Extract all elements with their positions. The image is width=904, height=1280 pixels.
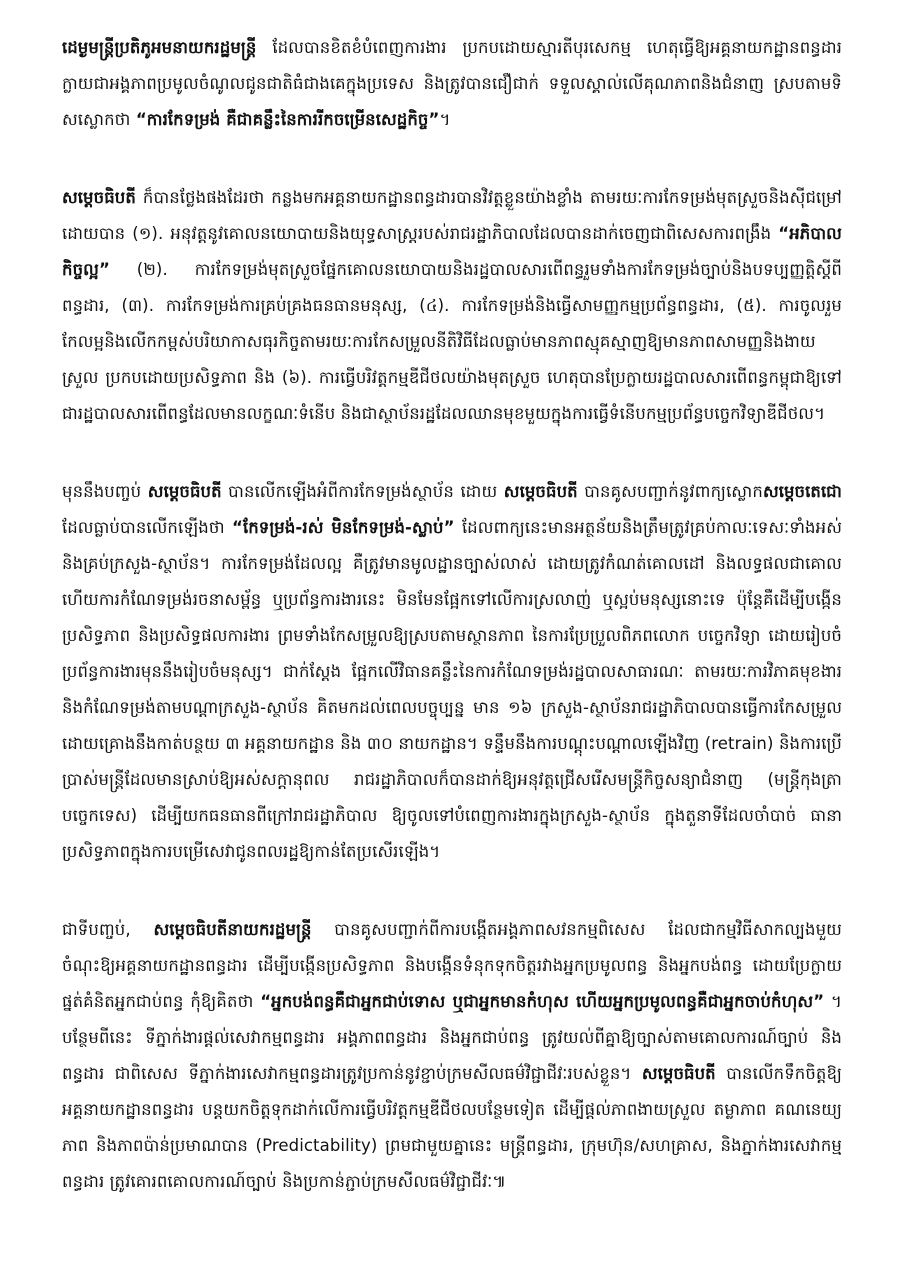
bold-phrase: “កែទម្រង់-រស់ មិនកែទម្រង់-ស្លាប់” [232, 518, 455, 537]
bold-phrase: សម្ដេចធិបតី [503, 482, 578, 501]
paragraph-text: ។ បន្ថែមពីនេះ ទីភ្នាក់ងារផ្តល់សេវាកម្មពន្ធដារ អង្គភាពពន្ធដារ និងអ្នកជាប់ពន្ធ ត្រូវយល់ពីគ្នាឱ្យច្បាស់តាមគោលការណ៍ច្បាប់ និងពន្ធដារ ជាពិសេស ទីភ្នាក់ងារសេវាកម្មពន្ធដារត្រូវប្រកាន់នូវខ្ជាប់ក្រមសីលធម៌វិជ្ជាជីវៈរបស់ខ្លួន។ [62, 992, 842, 1083]
bold-phrase: ដេម្ងមន្ត្រីប្រតិភូអមនាយករដ្ឋមន្ត្រី [62, 38, 257, 57]
paragraph-text: (២). ការកែទម្រង់មុតស្រួចផ្នែកគោលនយោបាយនិងរដ្ឋបាលសារពើពន្ធរួមទាំងការកែទម្រង់ច្បាប់និងបទប្បញ្ញត្តិស្ដីពីពន្ធដារ, (៣). ការកែទម្រង់ការគ្រប់គ្រងធនធានមនុស្ស, (៤). ការកែទម្រង់និងធ្វើសាមញ្ញកម្មប្រព័ន្ធពន្ធដារ, (៥). ការចូលរួមកែលម្អនិងលើកកម្ពស់បរិយាកាសធុរកិច្ចតាមរយៈការកែសម្រួលនីតិវិធីដែលធ្លាប់មានភាពស្មុគស្មាញឱ្យមានភាពសាមញ្ញនិងងាយស្រួល ប្រកបដោយប្រសិទ្ធភាព និង (៦). ការធ្វើបរិវត្តកម្មឌីជីថលយ៉ាងមុតស្រួច ហេតុបានប្រែក្លាយរដ្ឋបាលសារពើពន្ធកម្ពុជាឱ្យទៅជារដ្ឋបាលសារពើពន្ធដែលមានលក្ខណៈទំនើប និងជាស្ថាប័នរដ្ឋដែលឈានមុខមួយក្នុងការធ្វើទំនើបកម្មប្រព័ន្ធបច្ចេកវិទ្យាឌីជីថល។ [62, 260, 842, 423]
paragraph-text: បានគូសបញ្ជាក់ពីការបង្កើតអង្គភាពសវនកម្មពិសេស ដែលជាកម្មវិធីសាកល្បងមួយ ចំណុះឱ្យអគ្គនាយកដ្ឋានពន្ធដារ ដើម្បីបង្កើនប្រសិទ្ធភាព និងបង្កើនទំនុកទុកចិត្តរវាងអ្នកប្រមូលពន្ធ និងអ្នកបង់ពន្ធ ដោយប្រែក្លាយផ្នត់គំនិតអ្នកជាប់ពន្ធ កុំឱ្យគិតថា [62, 920, 842, 1011]
paragraph-text: បានលើកទឹកចិត្តឱ្យអគ្គនាយកដ្ឋានពន្ធដារ បន្តយកចិត្តទុកដាក់លើការធ្វើបរិវត្តកម្មឌីជីថលបន្ថែមទៀត ដើម្បីផ្តល់ភាពងាយស្រួល តម្លាភាព គណនេយ្យភាព និងភាពប៉ាន់ប្រមាណបាន (Predictability) ព្រមជាមួយគ្នានេះ មន្ត្រីពន្ធដារ, ក្រុមហ៊ុន/សហគ្រាស, និងភ្នាក់ងារសេវាកម្មពន្ធដារ ត្រូវគោរពគោលការណ៍ច្បាប់ និងប្រកាន់ភ្ជាប់ក្រមសីលធម៌វិជ្ជាជីវៈ៕ [62, 1064, 842, 1191]
paragraph-text: បានគូសបញ្ជាក់នូវពាក្យស្លោក [577, 482, 763, 501]
paragraph-text: ជាទីបញ្ចប់, [62, 920, 154, 939]
paragraph-text: ដែលបានខិតខំបំពេញការងារ ប្រកបដោយស្មារតីបុរសេកម្ម ហេតុធ្វើឱ្យអគ្គនាយកដ្ឋានពន្ធដារ ក្លាយជាអង្គភាពប្រមូលចំណូលជូនជាតិធំជាងគេក្នុងប្រទេស និងត្រូវបានជឿជាក់ ទទួលស្គាល់លើគុណភាពនិងជំនាញ ស្របតាមទិសស្លោកថា [62, 38, 842, 129]
paragraph-text: បានលើកឡើងអំពីការកែទម្រង់ស្ថាប័ន ដោយ [221, 482, 504, 501]
bold-phrase: “អភិបាលកិច្ចល្អ” [62, 224, 842, 279]
paragraph-text: ។ [439, 110, 451, 129]
bold-phrase: “អ្នកបង់ពន្ធគឺជាអ្នកជាប់ទោស ឬជាអ្នកមានកំហុស ហើយអ្នកប្រមូលពន្ធគឺជាអ្នកចាប់កំហុស” [260, 992, 825, 1011]
bold-phrase: សម្ដេចធិបតី [641, 1064, 716, 1083]
bold-phrase: សម្ដេចធិបតីនាយករដ្ឋមន្ត្រី [153, 920, 312, 939]
paragraph-text: ក៏បានថ្លែងផងដែរថា កន្លងមកអគ្គនាយកដ្ឋានពន្ធដារបានវិវត្តខ្លួនយ៉ាងខ្លាំង តាមរយៈការកែទម្រង់មុតស្រួចនិងស៊ីជម្រៅ ដោយបាន (១). អនុវត្តនូវគោលនយោបាយនិងយុទ្ធសាស្ត្ររបស់រាជរដ្ឋាភិបាលដែលបានដាក់ចេញជាពិសេសការពង្រឹង [62, 188, 842, 243]
paragraph-text: ដែលពាក្យនេះមានអត្ថន័យនិងត្រឹមត្រូវគ្រប់កាលៈទេសៈទាំងអស់ និងគ្រប់ក្រសួង-ស្ថាប័ន។ ការកែទម្រង់ដែលល្អ គឺត្រូវមានមូលដ្ឋានច្បាស់លាស់ ដោយត្រូវកំណត់គោលដៅ និងលទ្ធផលជាគោល ហើយការកំណែទម្រង់រចនាសម្ព័ន្ធ ឬប្រព័ន្ធការងារនេះ មិនមែនផ្អែកទៅលើការស្រលាញ់ ឬស្អប់មនុស្សនោះទេ ប៉ុន្តែគឺដើម្បីបង្កើនប្រសិទ្ធភាព និងប្រសិទ្ធផលការងារ ព្រមទាំងកែសម្រួលឱ្យស្របតាមស្ថានភាព នៃការប្រែប្រួលពិភពលោក បច្ចេកវិទ្យា ដោយរៀបចំប្រព័ន្ធការងារមុននឹងរៀបចំមនុស្ស។ ជាក់ស្តែង ផ្អែកលើវិធានគន្លឹះនៃការកំណែទម្រង់រដ្ឋបាលសាធារណៈ តាមរយៈការវិភាគមុខងារ និងកំណែទម្រង់តាមបណ្តាក្រសួង-ស្ថាប័ន គិតមកដល់ពេលបច្ចុប្បន្ន មាន ១៦ ក្រសួង-ស្ថាប័នរាជរដ្ឋាភិបាលបានធ្វើការកែសម្រួល ដោយគ្រោងនឹងកាត់បន្ថយ ៣ អគ្គនាយកដ្ឋាន និង ៣០ នាយកដ្ឋាន។ ទន្ទឹមនឹងការបណ្តុះបណ្តាលឡើងវិញ (retrain) និងការប្រើប្រាស់មន្ត្រីដែលមានស្រាប់ឱ្យអស់សក្តានុពល រាជរដ្ឋាភិបាលក៏បានដាក់ឱ្យអនុវត្តជ្រើសរើសមន្ត្រីកិច្ចសន្យាជំនាញ (មន្ត្រីកុងត្រាបច្ចេកទេស) ដើម្បីយកធនធានពីក្រៅរាជរដ្ឋាភិបាល ឱ្យចូលទៅបំពេញការងារក្នុងក្រសួង-ស្ថាប័ន ក្នុងតួនាទីដែលចាំបាច់ ធានាប្រសិទ្ធភាពក្នុងការបម្រើសេវាជូនពលរដ្ឋឱ្យកាន់តែប្រសើរឡើង។ [62, 518, 843, 861]
bold-phrase: សម្ដេចធិបតី [147, 482, 222, 501]
paragraph-4 [62, 912, 842, 1200]
bold-phrase: សម្ដេចធិបតី [62, 188, 136, 207]
bold-phrase: “ការកែទម្រង់ គឺជាគន្លឹះនៃការរីកចម្រើនសេដ្ឋកិច្ច” [135, 110, 440, 129]
paragraph-1 [62, 30, 842, 138]
paragraph-3 [62, 474, 842, 870]
bold-phrase: សម្ដេចតេជោ [762, 482, 842, 501]
paragraph-text: ដែលធ្លាប់បានលើកឡើងថា [62, 518, 233, 537]
paragraph-2 [62, 180, 842, 432]
paragraph-text: មុននឹងបញ្ចប់ [62, 482, 148, 501]
